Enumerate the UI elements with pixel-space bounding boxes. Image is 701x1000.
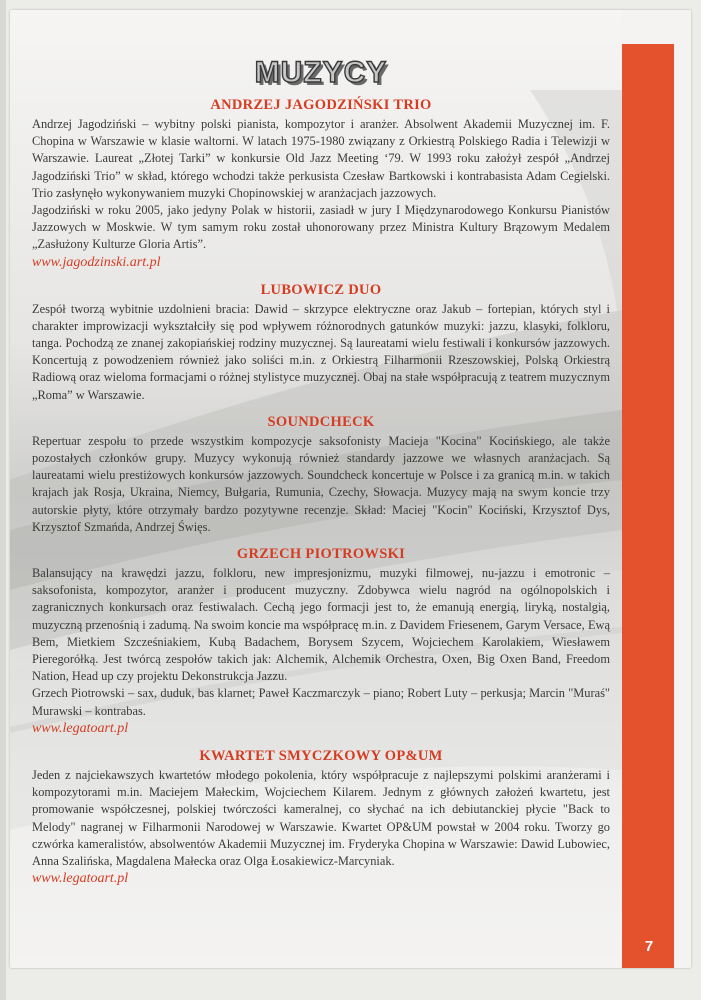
section-soundcheck [32, 414, 610, 536]
section-paragraph: Repertuar zespołu to przede wszystkim kompozycje saksofonisty Macieja "Kocina" Kocińskiego, ale także pozostałych członków grupy. Muzycy wykonują również standardy jazzowe we własnych aranżacjach. Są laureatami wielu prestiżowych konkursów jazzowych. Soundcheck koncertuje w Polsce i za granicą m.in. w takich krajach jak Rosja, Ukraina, Niemcy, Bułgaria, Rumunia, Czechy, Słowacja. Muzycy mają na swym koncie trzy autorskie płyty, które otrzymały bardzo pozytywne recenzje. Skład: Maciej "Kocin" Kociński, Krzysztof Dys, Krzysztof Szmańda, Andrzej Święs. [32, 433, 610, 534]
section-heading: SOUNDCHECK [267, 413, 375, 430]
section-heading: KWARTET SMYCZKOWY OP&UM [199, 747, 443, 764]
website-link[interactable]: www.legatoart.pl [32, 720, 129, 736]
section-paragraph: Andrzej Jagodziński – wybitny polski pianista, kompozytor i aranżer. Absolwent Akademii Muzycznej im. F. Chopina w Warszawie w klasie waltorni. W latach 1975-1980 związany z Orkiestrą Polskiego Radia i Telewizji w Warszawie. Laureat „Złotej Tarki” w konkursie Old Jazz Meeting ‘79. W 1993 roku założył zespół „Andrzej Jagodziński Trio” w skład, którego wchodzi także perkusista Czesław Bartkowski i kontrabasista Adam Cegielski. Trio zasłynęło wykonywaniem muzyki Chopinowskiej w aranżacjach jazzowych. [32, 117, 610, 200]
website-link[interactable]: www.jagodzinski.art.pl [32, 254, 161, 270]
page-number: 7 [644, 938, 654, 955]
page-title: MUZYCY [254, 56, 388, 89]
section-grzech-piotrowski [32, 546, 610, 738]
section-heading: GRZECH PIOTROWSKI [236, 546, 406, 563]
section-paragraph: Jeden z najciekawszych kwartetów młodego pokolenia, który współpracuje z najlepszymi polskimi aranżerami i kompozytorami m.in. Maciejem Małeckim, Wojciechem Kilarem. Jednym z głównych założeń kwartetu, jest promowanie współczesnej, polskiej twórczości kameralnej, co słychać na ich debiutanckiej płycie "Back to Melody" nagranej w Filharmonii Narodowej w Warszawie. Kwartet OP&UM powstał w 2004 roku. Tworzy go czwórka kameralistów, absolwentów Akademii Muzycznej im. Fryderyka Chopina w Warszawie: Dawid Lubowiec, Anna Szalińska, Magdalena Małecka oraz Olga Łosakiewicz-Marcyniak. [32, 767, 610, 868]
red-side-band [622, 44, 674, 968]
section-kwartet-opum [32, 748, 610, 888]
section-lubowicz-duo [32, 282, 610, 404]
page-content [32, 55, 610, 888]
section-paragraph: Balansujący na krawędzi jazzu, folkloru, new impresjonizmu, muzyki filmowej, nu-jazzu i emotronic – saksofonista, kompozytor, aranżer i producent muzyczny. Zdobywca wielu nagród na ogólnopolskich i zagranicznych konkursach oraz festiwalach. Cechą jego formacji jest to, że emanują energią, liryką, nostalgią, muzyczną przenośnią i zadumą. Na swoim koncie ma współpracę m.in. z Davidem Friesenem, Garym Versace, Ewą Bem, Mietkiem Szcześniakiem, Kubą Badachem, Borysem Szycem, Wojciechem Karolakiem, Wiesławem Pieregorółką. Jest twórcą zespołów takich jak: Alchemik, Alchemik Orchestra, Oxen, Big Oxen Band, Freedom Nation, Head up czy projektu Dekonstrukcja Jazzu. [32, 566, 610, 684]
website-link[interactable]: www.legatoart.pl [32, 871, 129, 887]
section-paragraph: Jagodziński w roku 2005, jako jedyny Polak w historii, zasiadł w jury I Międzynarodowego Konkursu Pianistów Jazzowych w Moskwie. W tym samym roku został uhonorowany przez Ministra Kultury Brązowym Medalem „Zasłużony Kulturze Gloria Artis”. [32, 203, 610, 252]
section-paragraph: Grzech Piotrowski – sax, duduk, bas klarnet; Paweł Kaczmarczyk – piano; Robert Luty – perkusja; Marcin "Muraś" Murawski – kontrabas. [32, 686, 610, 718]
page-binding-edge [0, 0, 6, 1000]
section-heading: ANDRZEJ JAGODZIŃSKI TRIO [210, 97, 432, 113]
brochure-page [10, 10, 691, 968]
section-heading: LUBOWICZ DUO [260, 281, 382, 298]
section-jagodzinski-trio [32, 97, 610, 272]
section-paragraph: Zespół tworzą wybitnie uzdolnieni bracia: Dawid – skrzypce elektryczne oraz Jakub – fortepian, których styl i charakter improwizacji wykształciły się pod wpływem różnorodnych gatunków muzyki: jazzu, klasyki, folkloru, tanga. Pochodzą ze znanej zakopiańskiej rodziny muzycznej. Są laureatami wielu festiwali i konkursów jazzowych. Koncertują z powodzeniem również jako soliści m.in. z Orkiestrą Filharmonii Rzeszowskiej, Polską Orkiestrą Radiową oraz wieloma formacjami o różnej stylistyce muzycznej. Obaj na stałe współpracują z teatrem muzycznym „Roma” w Warszawie. [32, 301, 610, 402]
